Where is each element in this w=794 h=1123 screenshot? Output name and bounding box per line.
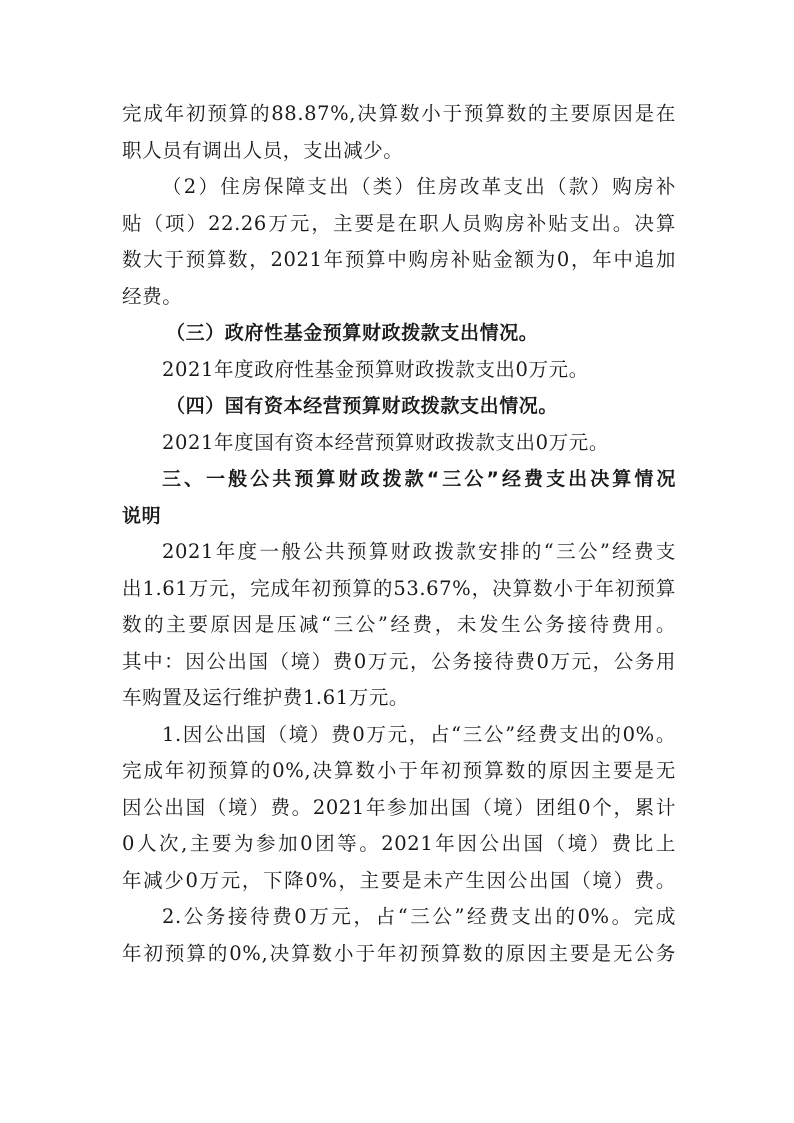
paragraph-line: 贴（项）22.26万元，主要是在职人员购房补贴支出。决算 [122, 211, 676, 235]
section-heading: （三）政府性基金预算财政拨款支出情况。 [166, 322, 539, 344]
paragraph-line: 2.公务接待费0万元，占“三公”经费支出的0%。完成 [162, 905, 676, 928]
paragraph-line: 年减少0万元，下降0%，主要是未产生因公出国（境）费。 [122, 868, 676, 892]
section-heading: 说明 [122, 504, 162, 527]
paragraph-line: （2）住房保障支出（类）住房改革支出（款）购房补 [162, 175, 676, 198]
paragraph-line: 1.因公出国（境）费0万元，占“三公”经费支出的0%。 [162, 722, 676, 746]
paragraph-line: 职人员有调出人员，支出减少。 [122, 138, 404, 162]
paragraph-line: 0人次,主要为参加0团等。2021年因公出国（境）费比上 [122, 832, 676, 855]
paragraph-line: 完成年初预算的88.87%,决算数小于预算数的主要原因是在 [122, 102, 676, 125]
paragraph-line: 出1.61万元，完成年初预算的53.67%，决算数小于年初预算 [122, 576, 676, 600]
paragraph-line: 2021年度国有资本经营预算财政拨款支出0万元。 [162, 430, 609, 454]
paragraph-line: 车购置及运行维护费1.61万元。 [122, 686, 410, 709]
paragraph-line: 完成年初预算的0%,决算数小于年初预算数的原因主要是无 [122, 759, 676, 782]
document-body [122, 96, 676, 972]
section-heading: 三、一般公共预算财政拨款“三公”经费支出决算情况 [162, 468, 676, 490]
paragraph-line: 年初预算的0%,决算数小于年初预算数的原因主要是无公务 [122, 941, 676, 965]
section-heading: （四）国有资本经营预算财政拨款支出情况。 [166, 395, 559, 417]
paragraph-line: 数的主要原因是压减“三公”经费，未发生公务接待费用。 [122, 613, 676, 636]
paragraph-line: 其中：因公出国（境）费0万元，公务接待费0万元，公务用 [122, 649, 676, 673]
paragraph-line: 数大于预算数，2021年预算中购房补贴金额为0，年中追加 [122, 248, 676, 271]
paragraph-line: 2021年度政府性基金预算财政拨款支出0万元。 [162, 357, 589, 381]
paragraph-line: 经费。 [122, 284, 183, 308]
paragraph-line: 2021年度一般公共预算财政拨款安排的“三公”经费支 [162, 540, 676, 563]
paragraph-line: 因公出国（境）费。2021年参加出国（境）团组0个，累计 [122, 795, 676, 819]
